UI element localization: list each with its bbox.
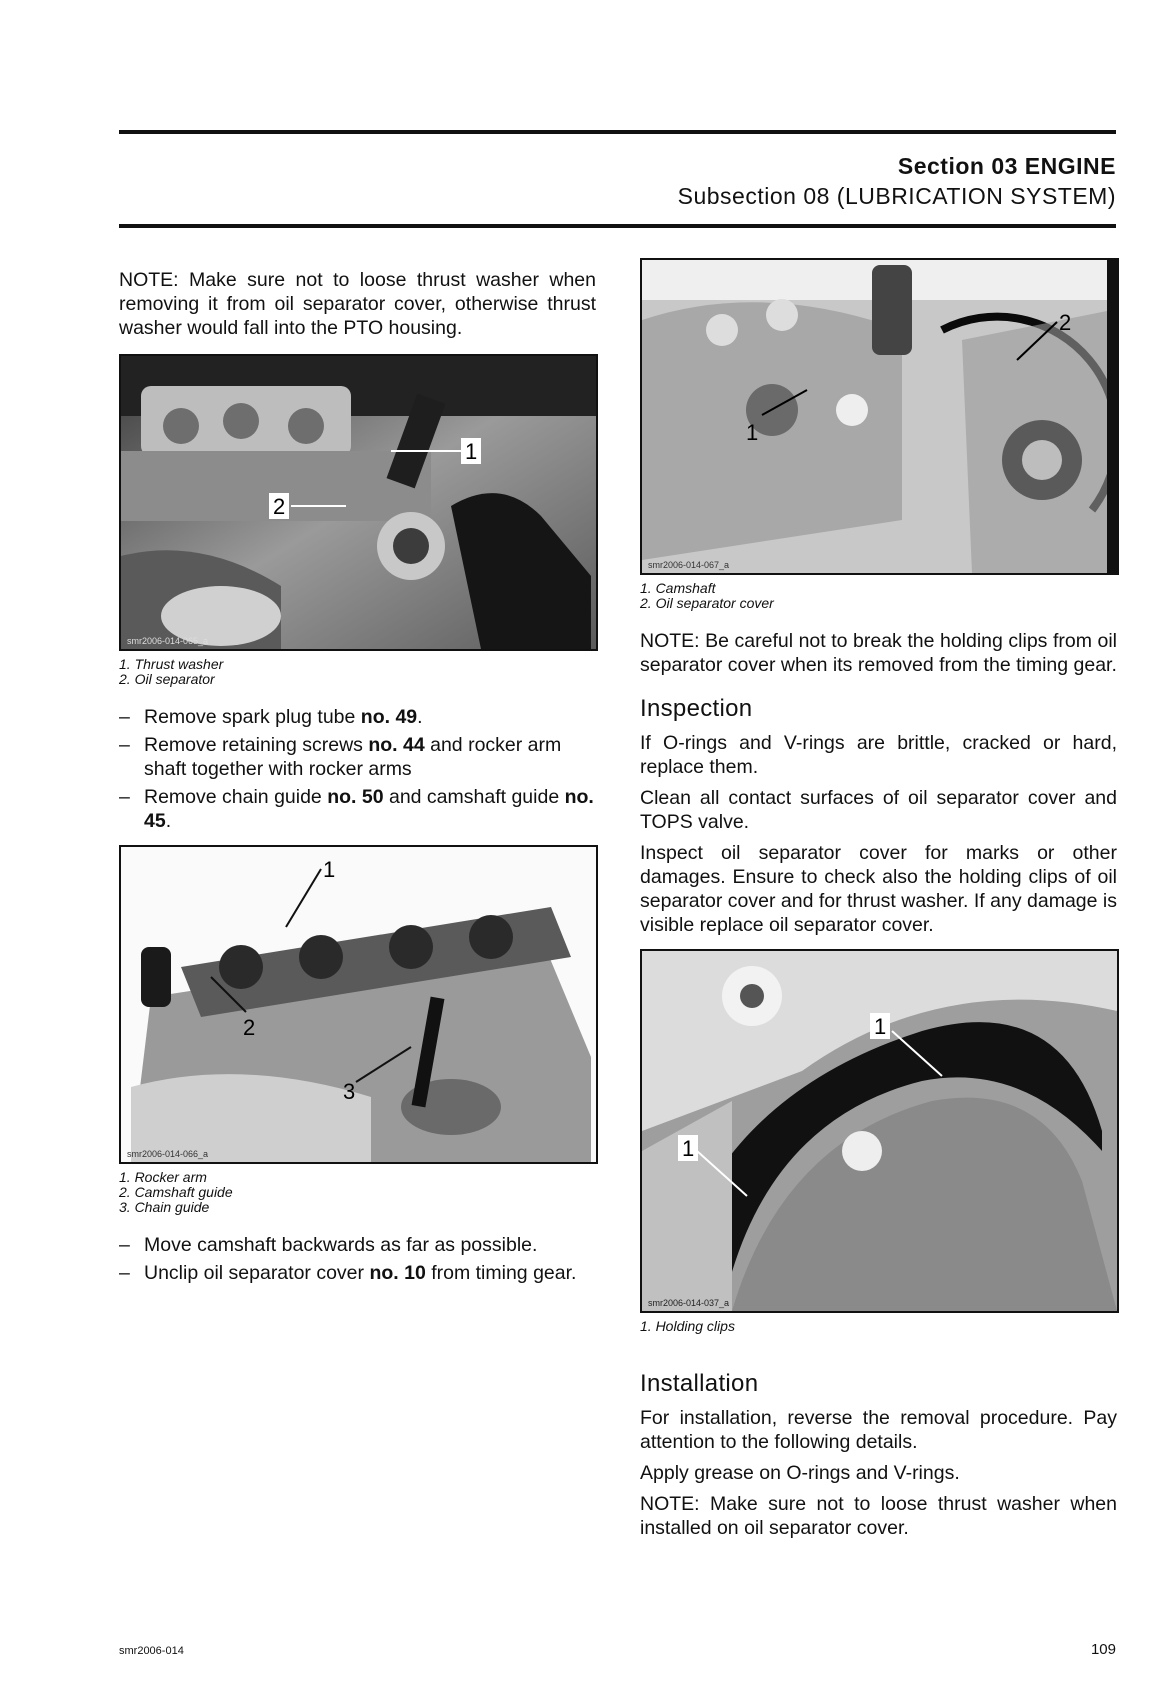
engine-photo <box>121 356 596 649</box>
note-text: Make sure not to loose thrust washer when installed on oil separator cover. <box>640 1493 1118 1539</box>
callout-1: 1 <box>323 857 336 882</box>
installation-paragraph: Apply grease on O-rings and V-rings. <box>640 1462 960 1484</box>
caption-line: 2. Oil separator <box>119 671 215 687</box>
inspection-paragraph: Clean all contact surfaces of oil separator cover and TOPS valve. <box>640 787 1117 833</box>
holding-clips-photo <box>642 951 1117 1311</box>
figure-holding-clips <box>640 949 1119 1313</box>
header-rule-bottom <box>119 224 1116 228</box>
figure-rocker-arm <box>119 845 598 1164</box>
procedure-steps <box>119 705 596 833</box>
note-text: Make sure not to loose thrust washer when removing it from oil separator cover, otherwise thrust washer would fall into the PTO housing. <box>119 269 597 339</box>
step-item: – Remove retaining screws no. 44 and rocker arm shaft together with rocker arms <box>119 733 596 781</box>
figure-oil-separator-cover <box>640 258 1119 575</box>
note-label: NOTE: <box>119 269 179 291</box>
figure-id: smr2006-014-066_a <box>127 1149 209 1159</box>
procedure-steps <box>119 1233 596 1285</box>
caption-line: 2. Oil separator cover <box>640 595 774 611</box>
figure-captions <box>119 657 596 687</box>
figure-id: smr2006-014-067_a <box>648 560 730 570</box>
note-text: Be careful not to break the holding clips from oil separator cover when its removed from the timing gear. <box>640 630 1117 676</box>
header-rule-top <box>119 130 1116 134</box>
caption-line: 1. Camshaft <box>640 580 716 596</box>
caption-line: 1. Thrust washer <box>119 656 224 672</box>
note-installation <box>640 1492 1117 1540</box>
note-label: NOTE: <box>640 1493 700 1515</box>
note-holding-clips <box>640 629 1117 677</box>
installation-paragraph: For installation, reverse the removal procedure. Pay attention to the following details. <box>640 1407 1117 1453</box>
caption-line: 2. Camshaft guide <box>119 1184 233 1200</box>
inspection-paragraph: Inspect oil separator cover for marks or other damages. Ensure to check also the holding clips of oil separator cover and for thrust washer. If any damage is visible replace oil separator cover. <box>640 842 1117 936</box>
note-thrust-washer <box>119 268 596 340</box>
subsection-title: Subsection 08 (LUBRICATION SYSTEM) <box>677 183 1116 209</box>
figure-id: smr2006-014-065_a <box>127 636 209 646</box>
callout-2: 2 <box>1059 310 1072 335</box>
callout-1: 1 <box>682 1136 695 1161</box>
figure-captions <box>640 1319 1117 1334</box>
left-column <box>119 268 596 1297</box>
note-label: NOTE: <box>640 630 700 652</box>
caption-line: 3. Chain guide <box>119 1199 210 1215</box>
figure-thrust-washer <box>119 354 598 651</box>
caption-line: 1. Rocker arm <box>119 1169 207 1185</box>
footer-doc-code: smr2006-014 <box>119 1645 184 1657</box>
inspection-paragraph: If O-rings and V-rings are brittle, cracked or hard, replace them. <box>640 732 1117 778</box>
page-number: 109 <box>1090 1641 1116 1658</box>
separator-photo <box>642 260 1117 573</box>
callout-1: 1 <box>746 420 759 445</box>
step-item: – Remove spark plug tube no. 49. <box>119 705 596 729</box>
heading-inspection: Inspection <box>640 695 753 722</box>
callout-2: 2 <box>273 494 286 519</box>
step-item: – Remove chain guide no. 50 and camshaft guide no. 45. <box>119 785 596 833</box>
step-item: – Unclip oil separator cover no. 10 from timing gear. <box>119 1261 596 1285</box>
callout-1: 1 <box>465 439 478 464</box>
caption-line: 1. Holding clips <box>640 1318 735 1334</box>
section-title: Section 03 ENGINE <box>897 153 1116 179</box>
step-item: – Move camshaft backwards as far as possible. <box>119 1233 596 1257</box>
callout-3: 3 <box>343 1079 356 1104</box>
figure-captions <box>119 1170 596 1215</box>
right-column <box>640 258 1117 1547</box>
callout-2: 2 <box>243 1015 256 1040</box>
callout-1: 1 <box>874 1014 887 1039</box>
heading-installation: Installation <box>640 1370 759 1397</box>
figure-id: smr2006-014-037_a <box>648 1298 730 1308</box>
rocker-arm-photo <box>121 847 596 1162</box>
figure-captions <box>640 581 1117 611</box>
